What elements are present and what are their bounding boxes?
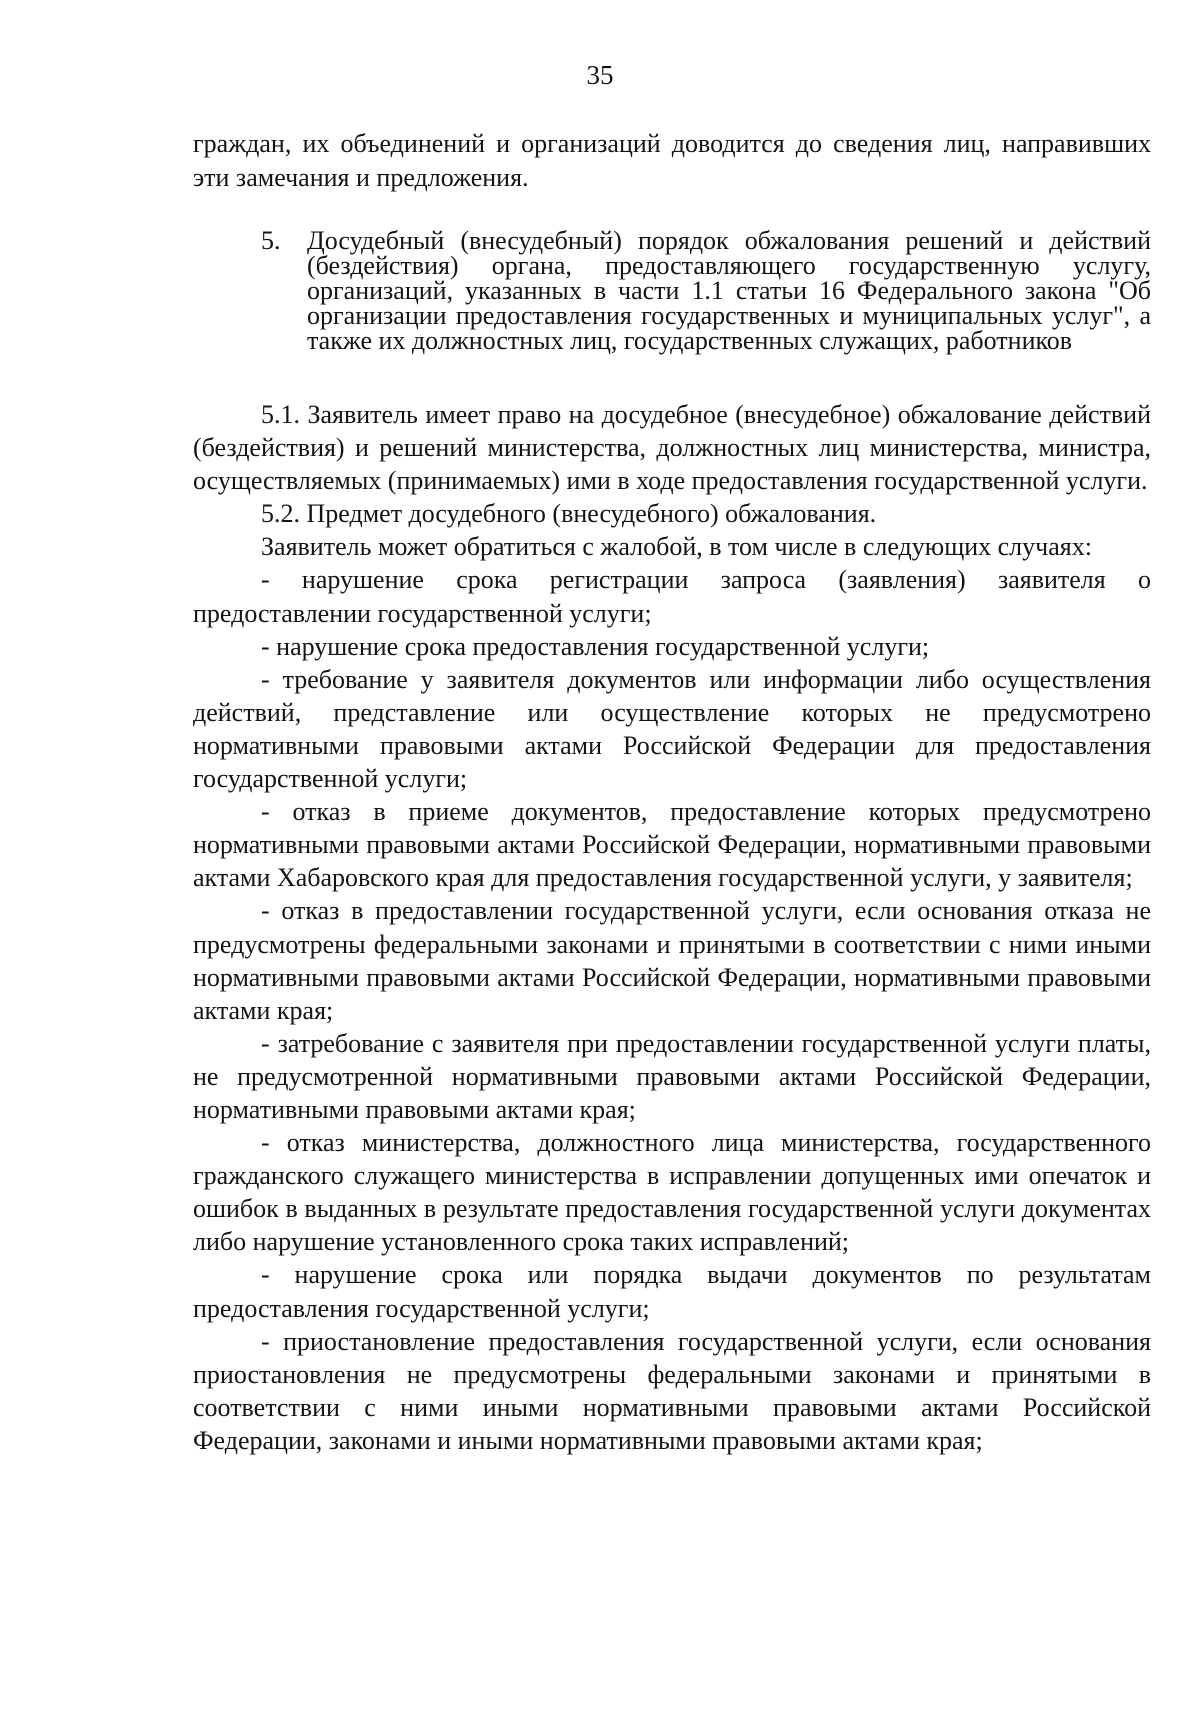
- list-item: - нарушение срока или порядка выдачи документов по результатам предоставления государственной услуги;: [193, 1260, 1151, 1323]
- paragraph-complaint-intro: Заявитель может обратиться с жалобой, в том числе в следующих случаях:: [261, 532, 1092, 562]
- section-body: [193, 398, 1151, 1457]
- list-item: - затребование с заявителя при предоставлении государственной услуги платы, не предусмотренной нормативными правовыми актами Российской Федерации, нормативными правовыми актами края;: [193, 1028, 1151, 1124]
- section-heading-number: 5.: [261, 226, 281, 255]
- list-item: - отказ в приеме документов, предоставление которых предусмотрено нормативными правовыми актами Российской Федерации, нормативными правовыми актами Хабаровского края для предоставления государственной услуги, у заявителя;: [193, 797, 1151, 893]
- paragraph-5-1: 5.1. Заявитель имеет право на досудебное (внесудебное) обжалование действий (бездействия) и решений министерства, должностных лиц министерства, министра, осуществляемых (принимаемых) ими в ходе предоставления государственной услуги.: [193, 400, 1151, 496]
- paragraph-5-2: 5.2. Предмет досудебного (внесудебного) обжалования.: [261, 499, 877, 529]
- list-item: - приостановление предоставления государственной услуги, если основания приостановления не предусмотрены федеральными законами и принятыми в соответствии с ними иными нормативными правовыми актами Российской Федерации, законами и иными нормативными правовыми актами края;: [193, 1326, 1151, 1455]
- list-item: - требование у заявителя документов или информации либо осуществления действий, представление или осуществление которых не предусмотрено нормативными правовыми актами Российской Федерации для предоставления государственной услуги;: [193, 664, 1151, 794]
- continuation-paragraph: граждан, их объединений и организаций доводится до сведения лиц, направивших эти замечания и предложения.: [193, 129, 1151, 192]
- list-item: - нарушение срока регистрации запроса (заявления) заявителя о предоставлении государственной услуги;: [193, 565, 1151, 628]
- section-heading-text: Досудебный (внесудебный) порядок обжалования решений и действий (бездействия) органа, предоставляющего государственную услугу, организаций, указанных в части 1.1 статьи 16 Федерального закона "Об организации предоставления государственных и муниципальных услуг", а также их должностных лиц, государственных служащих, работников: [307, 226, 1151, 355]
- list-item: - отказ министерства, должностного лица министерства, государственного гражданского служащего министерства в исправлении допущенных ими опечаток и ошибок в выданных в результате предоставления государственной услуги документах либо нарушение установленного срока таких исправлений;: [193, 1128, 1151, 1257]
- page-number: 35: [586, 60, 614, 90]
- list-item: - нарушение срока предоставления государственной услуги;: [261, 631, 930, 661]
- continuation-text-block: [193, 127, 1151, 195]
- list-item: - отказ в предоставлении государственной услуги, если основания отказа не предусмотрены федеральными законами и принятыми в соответствии с ними иными нормативными правовыми актами Российской Федерации, нормативными правовыми актами края;: [193, 896, 1151, 1025]
- section-heading: [261, 226, 1151, 355]
